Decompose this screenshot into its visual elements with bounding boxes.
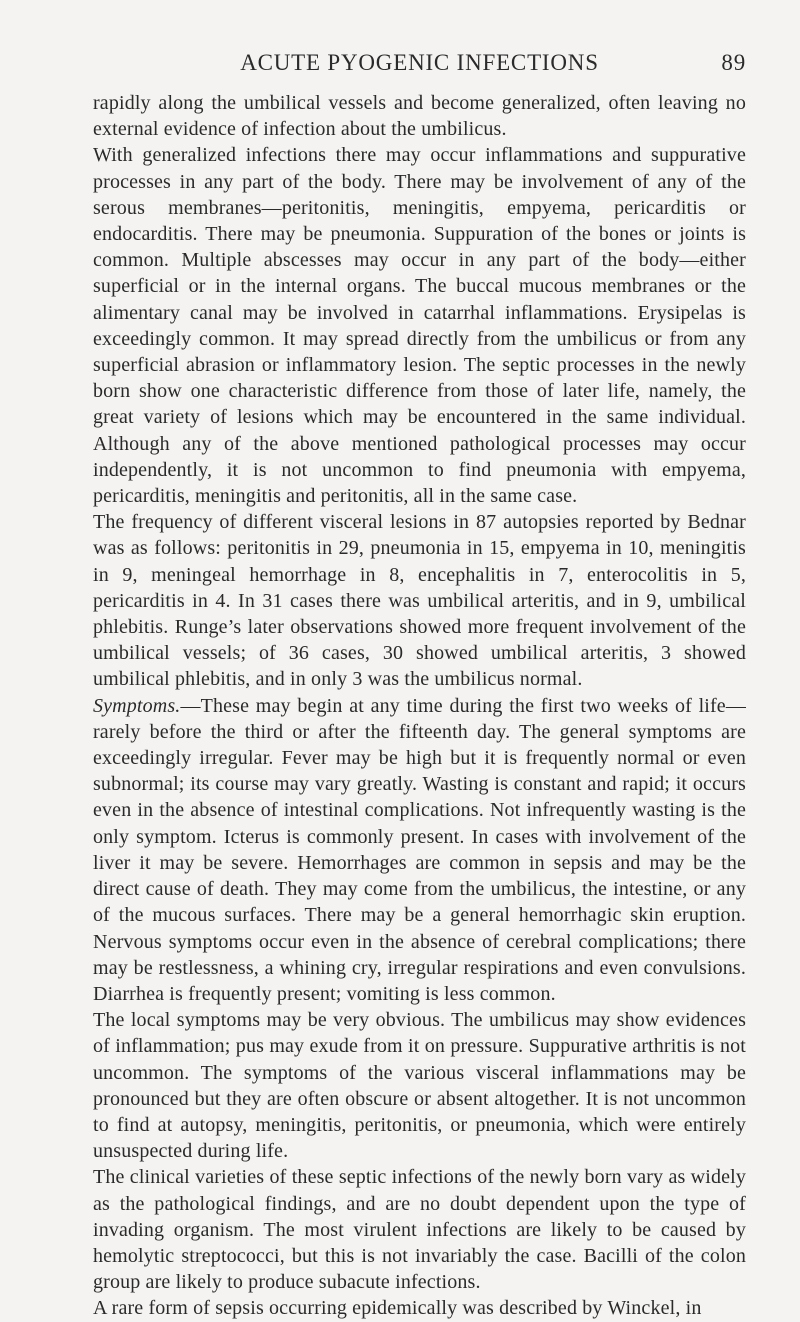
paragraph-text: The frequency of different visceral lesions in 87 autopsies reported by Bednar was as follows: peritonitis in 29, pneumonia in 15, empyema in 10, meningitis in 9, meningeal hemorrhage in 8, encephalitis in 7, enterocolitis in 5, pericarditis in 4. In 31 cases there was umbilical arteritis, and in 9, umbilical phlebitis. Runge’s later observations showed more frequent involvement of the umbilical vessels; of 36 cases, 30 showed umbilical arteritis, 3 showed umbilical phlebitis, and in only 3 was the umbilicus normal.	[93, 511, 746, 691]
paragraph-text: The local symptoms may be very obvious. The umbilicus may show evidences of inflammation; pus may exude from it on pressure. Suppurative arthritis is not uncommon. The symptoms of the various visceral inflammations may be pronounced but they are often obscure or absent altogether. It is not uncommon to find at autopsy, meningitis, peritonitis, or pneumonia, which were entirely unsuspected during life.	[93, 1009, 746, 1163]
paragraph-7	[93, 1295, 746, 1321]
running-head	[93, 50, 746, 82]
paragraph-2	[93, 142, 746, 509]
running-title: ACUTE PYOGENIC INFECTIONS	[240, 50, 599, 75]
section-heading-symptoms: Symptoms.	[93, 694, 181, 717]
paragraph-4	[93, 693, 746, 1007]
page-number: 89	[721, 50, 746, 75]
paragraph-5	[93, 1007, 746, 1164]
paragraph-text: A rare form of sepsis occurring epidemically was described by Winckel, in	[93, 1297, 702, 1320]
paragraph-text: —These may begin at any time during the first two weeks of life—rarely before the third or after the fifteenth day. The general symptoms are exceedingly irregular. Fever may be high but it is frequently normal or even subnormal; its course may vary greatly. Wasting is constant and rapid; it occurs even in the absence of intestinal complications. Not infrequently wasting is the only symptom. Icterus is commonly present. In cases with involvement of the liver it may be severe. Hemorrhages are common in sepsis and may be the direct cause of death. They may come from the umbilicus, the intestine, or any of the mucous surfaces. There may be a general hemorrhagic skin eruption. Nervous symptoms occur even in the absence of cerebral complications; there may be restlessness, a whining cry, irregular respirations and even convulsions. Diarrhea is frequently present; vomiting is less common.	[93, 694, 746, 1005]
paragraph-3	[93, 509, 746, 692]
paragraph-text: With generalized infections there may occur inflammations and suppurative processes in any part of the body. There may be involvement of any of the serous membranes—peritonitis, meningitis, empyema, pericarditis or endocarditis. There may be pneumonia. Suppuration of the bones or joints is common. Multiple abscesses may occur in any part of the body—either superficial or in the internal organs. The buccal mucous membranes or the alimentary canal may be involved in catarrhal inflammations. Erysipelas is exceedingly common. It may spread directly from the umbilicus or from any superficial abrasion or inflammatory lesion. The septic processes in the newly born show one characteristic difference from those of later life, namely, the great variety of lesions which may be encountered in the same individual. Although any of the above mentioned pathological processes may occur independently, it is not uncommon to find pneumonia with empyema, pericarditis, meningitis and peritonitis, all in the same case.	[93, 144, 746, 508]
paragraph-text: The clinical varieties of these septic infections of the newly born vary as widely as the pathological findings, and are no doubt dependent upon the type of invading organism. The most virulent infections are likely to be caused by hemolytic streptococci, but this is not invariably the case. Bacilli of the colon group are likely to produce subacute infections.	[93, 1166, 746, 1294]
paragraph-text: rapidly along the umbilical vessels and become generalized, often leaving no external evidence of infection about the umbilicus.	[93, 92, 746, 141]
paragraph-1	[93, 90, 746, 142]
body-text	[93, 90, 746, 1322]
paragraph-6	[93, 1164, 746, 1295]
